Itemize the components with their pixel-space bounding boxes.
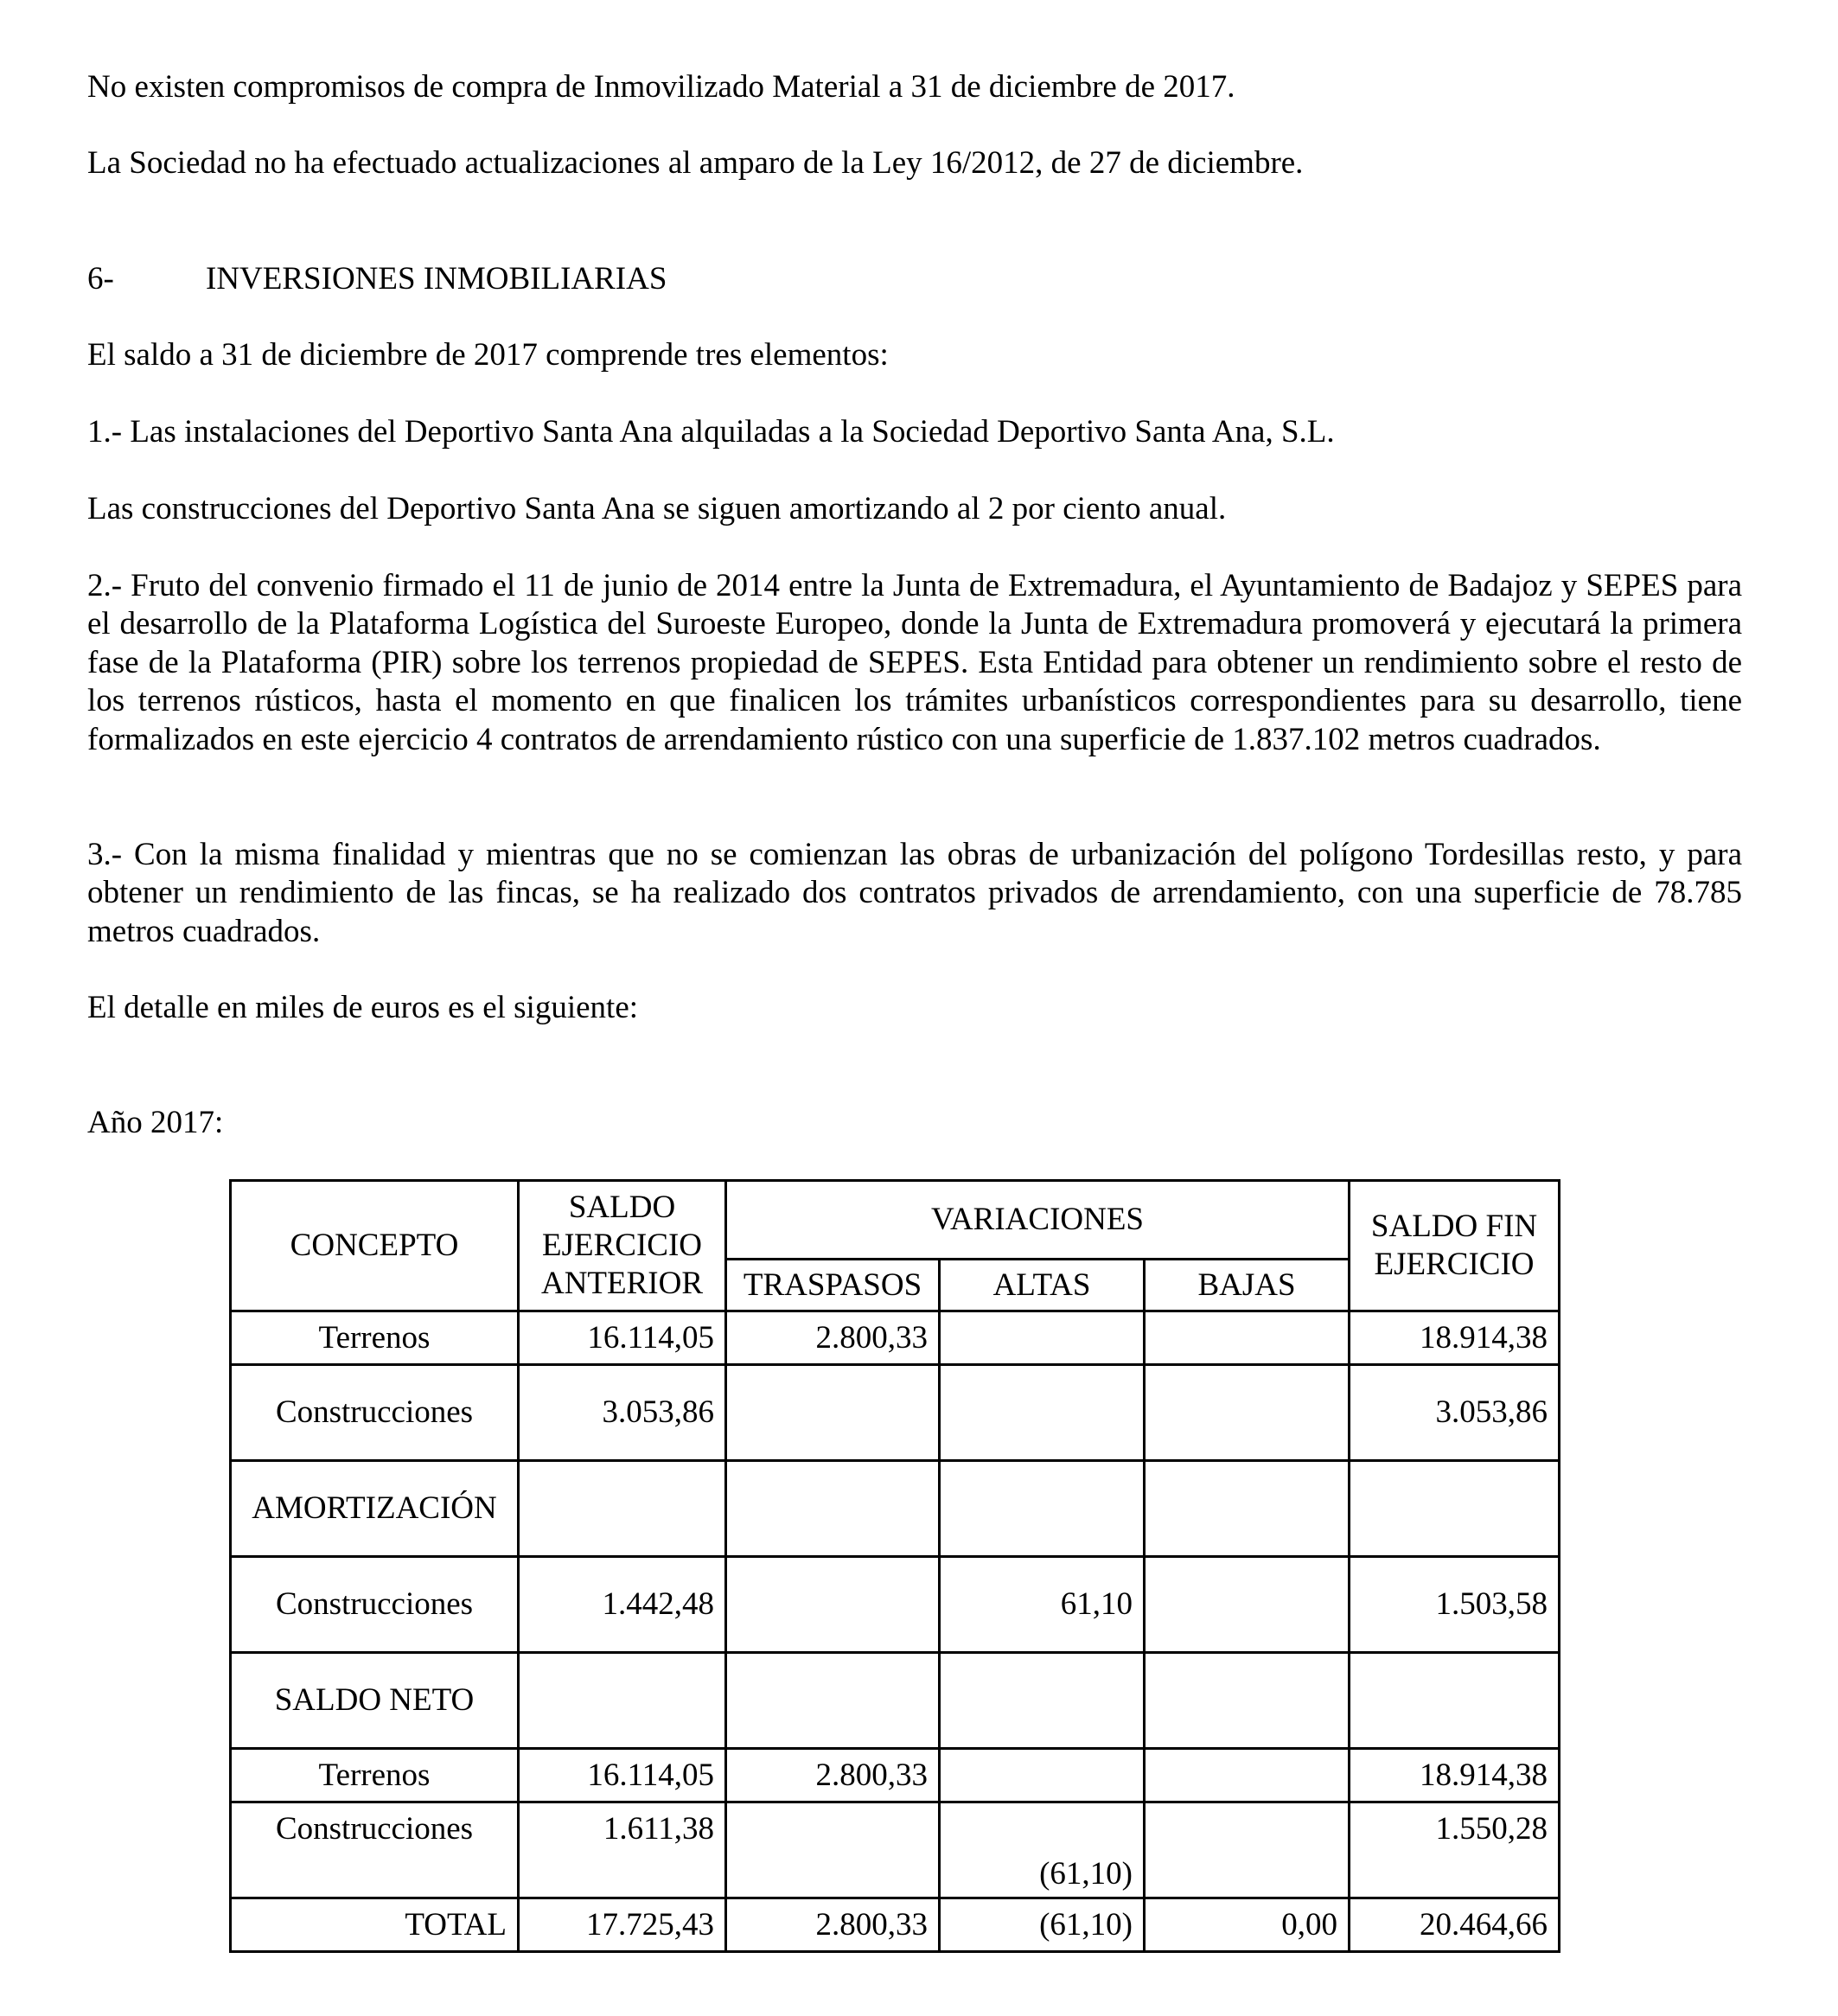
paragraph-compromisos: No existen compromisos de compra de Inmovilizado Material a 31 de diciembre de 2017. (87, 69, 1235, 105)
header-variaciones: VARIACIONES (726, 1181, 1350, 1260)
cell-concepto: AMORTIZACIÓN (231, 1461, 519, 1557)
paragraph-item-1-note: Las construcciones del Deportivo Santa Ana se siguen amortizando al 2 por ciento anual. (87, 491, 1227, 526)
cell-fin: 1.550,28 (1350, 1802, 1560, 1898)
table-row (231, 1557, 1560, 1653)
cell-altas (940, 1365, 1145, 1461)
table-row (231, 1749, 1560, 1802)
table-row (231, 1802, 1560, 1898)
cell-total-bajas: 0,00 (1145, 1898, 1350, 1952)
section-title: INVERSIONES INMOBILIARIAS (206, 261, 667, 297)
table-row (231, 1653, 1560, 1749)
cell-fin: 18.914,38 (1350, 1749, 1560, 1802)
paragraph-actualizaciones: La Sociedad no ha efectuado actualizaciones al amparo de la Ley 16/2012, de 27 de diciembre. (87, 145, 1304, 181)
cell-anterior: 3.053,86 (519, 1365, 726, 1461)
table-row (231, 1461, 1560, 1557)
cell-concepto: Terrenos (231, 1749, 519, 1802)
header-traspasos: TRASPASOS (726, 1260, 940, 1311)
cell-bajas (1145, 1461, 1350, 1557)
cell-concepto: Construcciones (231, 1557, 519, 1653)
cell-altas (940, 1749, 1145, 1802)
cell-fin: 3.053,86 (1350, 1365, 1560, 1461)
cell-bajas (1145, 1557, 1350, 1653)
cell-total-altas: (61,10) (940, 1898, 1145, 1952)
cell-bajas (1145, 1653, 1350, 1749)
table-row (231, 1311, 1560, 1365)
cell-anterior: 1.442,48 (519, 1557, 726, 1653)
cell-concepto: Construcciones (231, 1365, 519, 1461)
cell-traspasos (726, 1557, 940, 1653)
cell-altas (940, 1311, 1145, 1365)
header-saldo-fin: SALDO FIN EJERCICIO (1350, 1181, 1560, 1311)
paragraph-item-2: 2.- Fruto del convenio firmado el 11 de junio de 2014 entre la Junta de Extremadura, el Ayuntamiento de Badajoz y SEPES para el desarrollo de la Plataforma Logística del Suroeste Europeo, donde la Junta de Extremadura promoverá y ejecutará la primera fase de la Plataforma (PIR) sobre los terrenos propiedad de SEPES. Esta Entidad para obtener un rendimiento sobre el resto de los terrenos rústicos, hasta el momento en que finalicen los trámites urbanísticos correspondientes para su desarrollo, tiene formalizados en este ejercicio 4 contratos de arrendamiento rústico con una superficie de 1.837.102 metros cuadrados. (87, 568, 1742, 757)
cell-bajas (1145, 1365, 1350, 1461)
year-label: Año 2017: (87, 1105, 224, 1140)
paragraph-item-3: 3.- Con la misma finalidad y mientras que no se comienzan las obras de urbanización del polígono Tordesillas resto, y para obtener un rendimiento de las fincas, se ha realizado dos contratos privados de arrendamiento, con una superficie de 78.785 metros cuadrados. (87, 837, 1742, 949)
cell-traspasos (726, 1461, 940, 1557)
table-total-row (231, 1898, 1560, 1952)
cell-total-label: TOTAL (231, 1898, 519, 1952)
cell-traspasos: 2.800,33 (726, 1311, 940, 1365)
paragraph-item-1: 1.- Las instalaciones del Deportivo Santa Ana alquiladas a la Sociedad Deportivo Santa Ana, S.L. (87, 414, 1335, 450)
cell-anterior: 16.114,05 (519, 1311, 726, 1365)
cell-concepto: Construcciones (231, 1802, 519, 1898)
cell-traspasos (726, 1365, 940, 1461)
cell-fin (1350, 1653, 1560, 1749)
cell-traspasos (726, 1802, 940, 1898)
cell-anterior (519, 1653, 726, 1749)
cell-altas: (61,10) (940, 1802, 1145, 1898)
section-number: 6- (87, 261, 114, 297)
cell-concepto: Terrenos (231, 1311, 519, 1365)
paragraph-saldo-intro: El saldo a 31 de diciembre de 2017 comprende tres elementos: (87, 337, 889, 373)
cell-altas (940, 1461, 1145, 1557)
cell-concepto: SALDO NETO (231, 1653, 519, 1749)
cell-total-traspasos: 2.800,33 (726, 1898, 940, 1952)
cell-fin: 18.914,38 (1350, 1311, 1560, 1365)
header-altas: ALTAS (940, 1260, 1145, 1311)
header-saldo-anterior: SALDO EJERCICIO ANTERIOR (519, 1181, 726, 1311)
cell-anterior (519, 1461, 726, 1557)
table-row (231, 1365, 1560, 1461)
cell-total-fin: 20.464,66 (1350, 1898, 1560, 1952)
cell-altas (940, 1653, 1145, 1749)
paragraph-detail-intro: El detalle en miles de euros es el siguiente: (87, 990, 639, 1025)
cell-fin (1350, 1461, 1560, 1557)
cell-traspasos (726, 1653, 940, 1749)
cell-fin: 1.503,58 (1350, 1557, 1560, 1653)
cell-bajas (1145, 1802, 1350, 1898)
header-concepto: CONCEPTO (231, 1181, 519, 1311)
table-header-row (231, 1181, 1560, 1260)
detail-table (229, 1179, 1560, 1953)
cell-altas: 61,10 (940, 1557, 1145, 1653)
cell-traspasos: 2.800,33 (726, 1749, 940, 1802)
cell-anterior: 16.114,05 (519, 1749, 726, 1802)
cell-anterior: 1.611,38 (519, 1802, 726, 1898)
header-bajas: BAJAS (1145, 1260, 1350, 1311)
cell-bajas (1145, 1311, 1350, 1365)
cell-total-anterior: 17.725,43 (519, 1898, 726, 1952)
cell-bajas (1145, 1749, 1350, 1802)
